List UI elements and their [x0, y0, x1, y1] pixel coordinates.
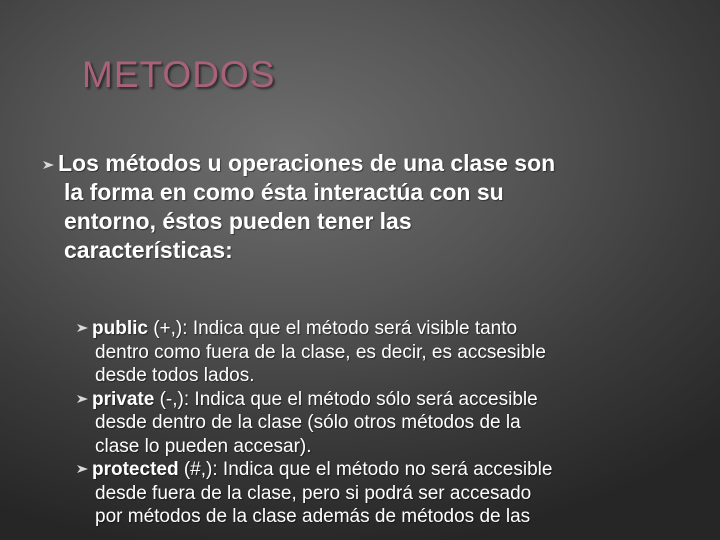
sub-bullet-line-text: (+,): Indica que el método será visible tanto [147, 318, 518, 339]
sub-bullet-keyword: private [92, 388, 155, 410]
main-bullet-line-text: Los métodos u operaciones de una clase son [58, 150, 556, 176]
main-bullet-line: características: [64, 237, 233, 263]
arrow-bullet-icon [76, 393, 90, 405]
arrow-bullet-icon [42, 159, 56, 171]
sub-bullet-keyword: protected [92, 459, 179, 480]
sub-bullet-line: desde todos lados. [95, 365, 255, 386]
sub-bullet-line: dentro como fuera de la clase, es decir, es accsesible [95, 341, 546, 363]
slide-title: METODOS [82, 54, 276, 95]
main-bullet-line: entorno, éstos pueden tener las [64, 208, 412, 234]
sub-bullet-line-text: (-,): Indica que el método sólo será accesible [154, 388, 538, 410]
sub-bullet-line: por métodos de la clase además de métodos de las [95, 506, 531, 527]
sub-bullet-public [76, 317, 716, 388]
sub-bullet-line: desde fuera de la clase, pero si podrá ser accesado [95, 482, 532, 504]
main-bullet-line: la forma en como ésta interactúa con su [64, 179, 504, 205]
sub-bullet-line [76, 317, 716, 341]
sub-bullet-line-text: (#,): Indica que el método no será accesible [178, 459, 553, 480]
sub-bullet-private [76, 388, 716, 459]
arrow-bullet-icon [76, 322, 90, 334]
main-bullet-line [42, 149, 682, 178]
arrow-bullet-icon [76, 463, 90, 475]
sub-bullet-line: clase lo pueden accesar). [95, 435, 312, 457]
sub-bullet-line [76, 458, 716, 482]
sub-bullet-list [76, 317, 716, 529]
sub-bullet-line: desde dentro de la clase (sólo otros métodos de la [95, 412, 521, 433]
main-bullet [42, 149, 682, 265]
sub-bullet-line [76, 388, 716, 412]
sub-bullet-keyword: public [92, 318, 148, 339]
sub-bullet-protected [76, 458, 716, 529]
